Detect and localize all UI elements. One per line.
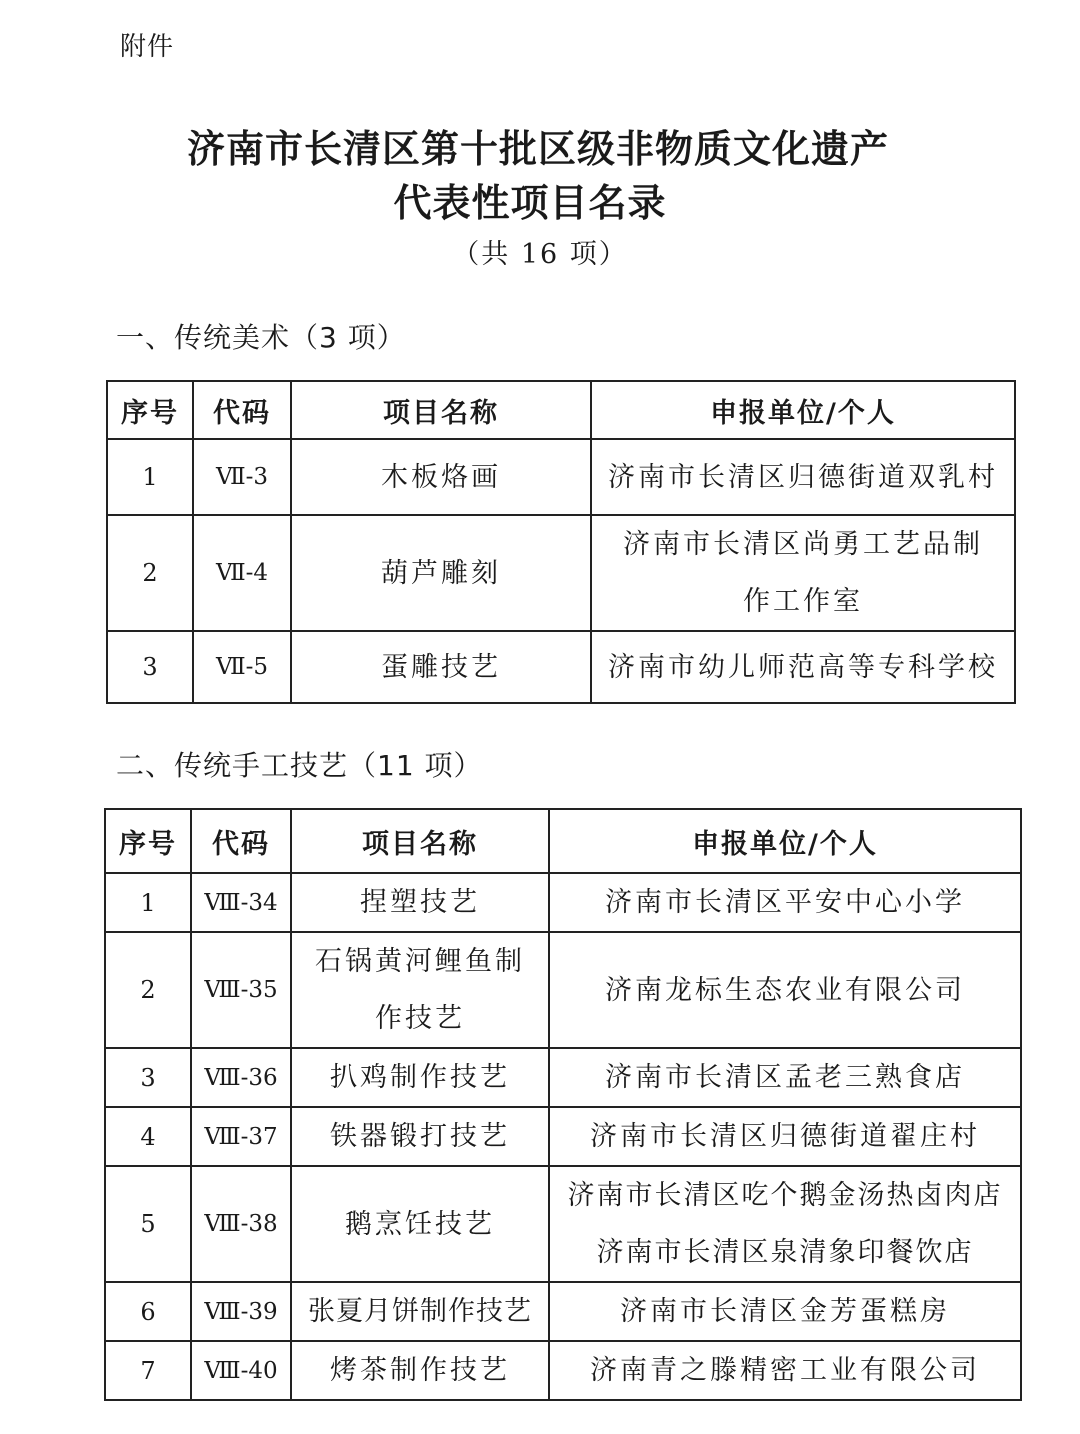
cell-name: 木板烙画 — [291, 439, 591, 515]
cell-seq: 4 — [105, 1107, 191, 1166]
table-row — [107, 515, 1015, 631]
traditional-craft-table — [104, 808, 1022, 1401]
table-row — [105, 1282, 1021, 1341]
cell-code: Ⅷ-38 — [191, 1166, 291, 1282]
cell-unit: 济南市长清区孟老三熟食店 — [549, 1048, 1021, 1107]
attachment-label: 附件 — [120, 32, 175, 62]
cell-code: Ⅷ-37 — [191, 1107, 291, 1166]
traditional-art-table — [106, 380, 1016, 704]
table-row — [105, 1166, 1021, 1282]
table-row — [105, 1341, 1021, 1400]
cell-name: 捏塑技艺 — [291, 873, 549, 932]
cell-code: Ⅷ-39 — [191, 1282, 291, 1341]
cell-seq: 2 — [107, 515, 193, 631]
cell-code: Ⅷ-34 — [191, 873, 291, 932]
table-header-row — [107, 381, 1015, 439]
header-seq: 序号 — [105, 809, 191, 873]
cell-name: 葫芦雕刻 — [291, 515, 591, 631]
cell-unit: 济南龙标生态农业有限公司 — [549, 932, 1021, 1048]
cell-seq: 6 — [105, 1282, 191, 1341]
table-header-row — [105, 809, 1021, 873]
section-heading-traditional-craft: 二、传统手工技艺（11 项） — [116, 749, 483, 782]
unit-line: 济南市长清区泉清象印餐饮店 — [596, 1237, 974, 1268]
cell-unit: 济南市长清区尚勇工艺品制作工作室 — [591, 515, 1015, 631]
header-name: 项目名称 — [291, 381, 591, 439]
cell-name: 蛋雕技艺 — [291, 631, 591, 703]
cell-unit: 济南市长清区归德街道翟庄村 — [549, 1107, 1021, 1166]
cell-code: Ⅶ-5 — [193, 631, 291, 703]
header-unit: 申报单位/个人 — [591, 381, 1015, 439]
cell-code: Ⅷ-35 — [191, 932, 291, 1048]
cell-unit: 济南市长清区平安中心小学 — [549, 873, 1021, 932]
table-row — [105, 1048, 1021, 1107]
cell-code: Ⅶ-3 — [193, 439, 291, 515]
cell-seq: 1 — [105, 873, 191, 932]
document-title-line1: 济南市长清区第十批区级非物质文化遗产 — [186, 127, 889, 171]
cell-name: 烤茶制作技艺 — [291, 1341, 549, 1400]
total-count: （共 16 项） — [452, 239, 628, 270]
header-code: 代码 — [191, 809, 291, 873]
table-row — [105, 873, 1021, 932]
cell-name: 鹅烹饪技艺 — [291, 1166, 549, 1282]
section-heading-traditional-art: 一、传统美术（3 项） — [116, 321, 406, 354]
cell-seq: 3 — [107, 631, 193, 703]
header-name: 项目名称 — [291, 809, 549, 873]
cell-name: 张夏月饼制作技艺 — [291, 1282, 549, 1341]
cell-seq: 7 — [105, 1341, 191, 1400]
header-code: 代码 — [193, 381, 291, 439]
table-row — [107, 631, 1015, 703]
table-row — [107, 439, 1015, 515]
cell-seq: 2 — [105, 932, 191, 1048]
cell-seq: 5 — [105, 1166, 191, 1282]
unit-line: 济南市长清区吃个鹅金汤热卤肉店 — [567, 1180, 1003, 1211]
header-seq: 序号 — [107, 381, 193, 439]
cell-seq: 1 — [107, 439, 193, 515]
cell-unit: 济南市长清区归德街道双乳村 — [591, 439, 1015, 515]
cell-unit: 济南市幼儿师范高等专科学校 — [591, 631, 1015, 703]
cell-name: 扒鸡制作技艺 — [291, 1048, 549, 1107]
cell-unit — [549, 1166, 1021, 1282]
cell-name: 石锅黄河鲤鱼制作技艺 — [291, 932, 549, 1048]
cell-code: Ⅷ-36 — [191, 1048, 291, 1107]
cell-code: Ⅶ-4 — [193, 515, 291, 631]
table-row — [105, 932, 1021, 1048]
cell-code: Ⅷ-40 — [191, 1341, 291, 1400]
document-title-line2: 代表性项目名录 — [393, 181, 667, 225]
cell-unit: 济南市长清区金芳蛋糕房 — [549, 1282, 1021, 1341]
cell-unit: 济南青之滕精密工业有限公司 — [549, 1341, 1021, 1400]
table-row — [105, 1107, 1021, 1166]
header-unit: 申报单位/个人 — [549, 809, 1021, 873]
cell-name: 铁器锻打技艺 — [291, 1107, 549, 1166]
cell-seq: 3 — [105, 1048, 191, 1107]
